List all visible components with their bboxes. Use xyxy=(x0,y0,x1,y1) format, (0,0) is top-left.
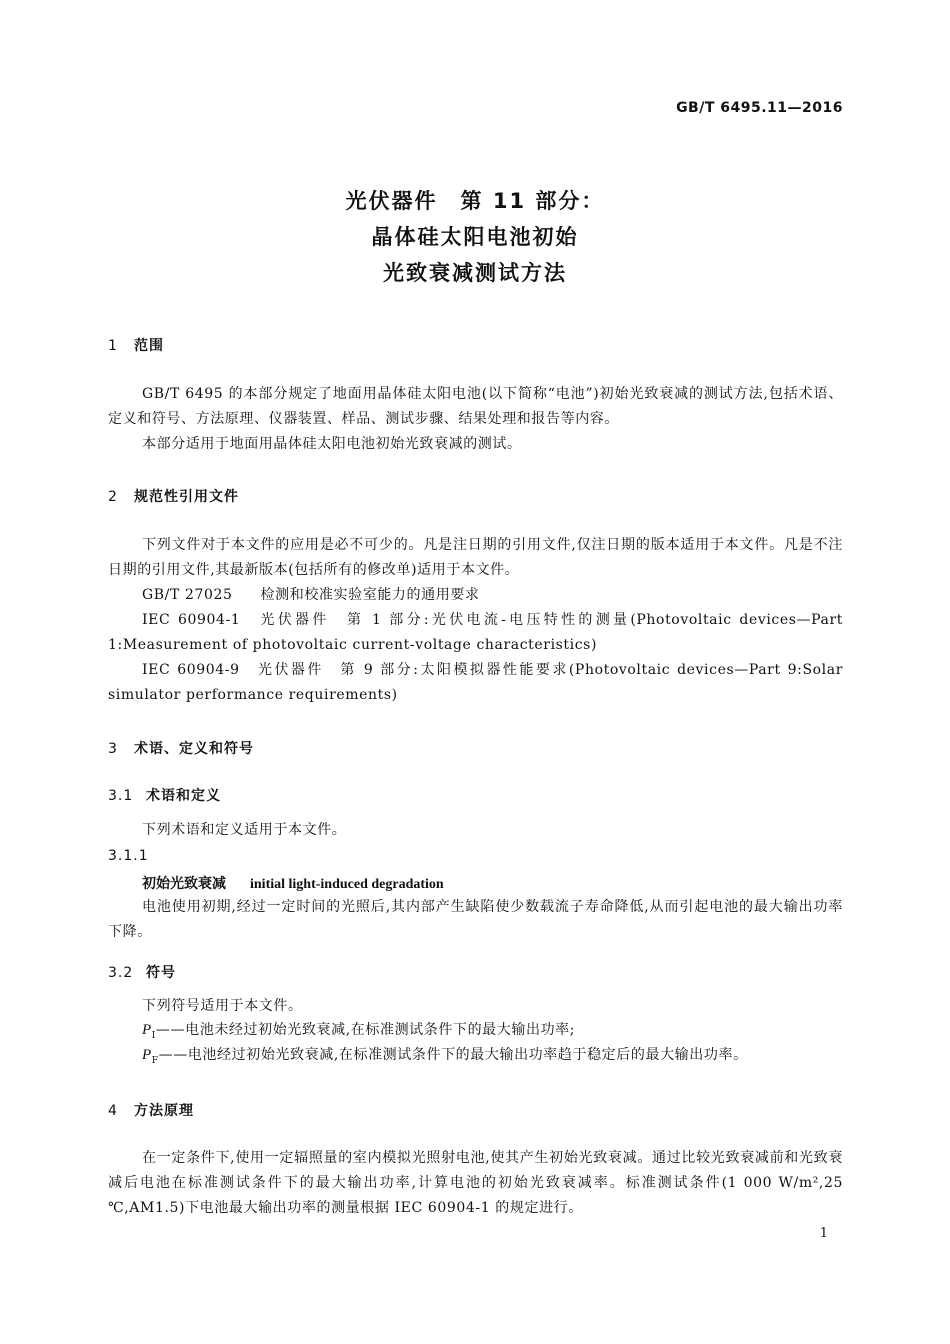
reference-code: GB/T 27025 xyxy=(142,587,233,603)
section-title: 规范性引用文件 xyxy=(134,489,239,505)
reference-title: 检测和校准实验室能力的通用要求 xyxy=(260,587,480,603)
section-4-paragraph-1: 在一定条件下,使用一定辐照量的室内模拟光照射电池,使其产生初始光致衰减。通过比较光致衰减前和光致衰减后电池在标准测试条件下的最大输出功率,计算电池的初始光致衰减率。标准测试条件(1 000 W/m²,25 ℃,AM1.5)下电池最大输出功率的测量根据 IEC 60904-1 的规定进行。 xyxy=(108,1150,843,1216)
section-number: 3 xyxy=(108,741,118,757)
subsection-title: 术语和定义 xyxy=(146,788,221,804)
section-title: 术语、定义和符号 xyxy=(134,741,254,757)
section-title: 范围 xyxy=(134,338,164,354)
reference-gbt27025 xyxy=(142,584,480,604)
document-title xyxy=(0,183,950,291)
page-number: 1 xyxy=(819,1226,828,1241)
symbol-description: ——电池经过初始光致衰减,在标准测试条件下的最大输出功率趋于稳定后的最大输出功率。 xyxy=(158,1047,748,1063)
symbol-pf xyxy=(142,1044,748,1066)
title-line-2: 晶体硅太阳电池初始 xyxy=(371,225,579,249)
term-chinese: 初始光致衰减 xyxy=(142,876,226,892)
section-2-heading xyxy=(108,486,239,506)
term-definition: 电池使用初期,经过一定时间的光照后,其内部产生缺陷使少数载流子寿命降低,从而引起电池的最大输出功率下降。 xyxy=(108,899,843,940)
section-4-heading xyxy=(108,1100,194,1120)
section-3-2-paragraph: 下列符号适用于本文件。 xyxy=(142,998,303,1014)
section-1-paragraph-1: GB/T 6495 的本部分规定了地面用晶体硅太阳电池(以下简称“电池”)初始光致衰减的测试方法,包括术语、定义和符号、方法原理、仪器装置、样品、测试步骤、结果处理和报告等内容。 xyxy=(108,386,843,427)
subsection-number: 3.1 xyxy=(108,788,134,804)
symbol-subscript: I xyxy=(151,1030,156,1041)
term-entry xyxy=(142,873,444,893)
symbol-pi xyxy=(142,1019,575,1041)
subsection-number: 3.2 xyxy=(108,965,134,981)
section-title: 方法原理 xyxy=(134,1103,194,1119)
section-1-paragraph-2: 本部分适用于地面用晶体硅太阳电池初始光致衰减的测试。 xyxy=(142,436,522,452)
section-1-heading xyxy=(108,335,164,355)
title-line-1: 光伏器件 第 11 部分： xyxy=(345,189,605,213)
standard-number: GB/T 6495.11—2016 xyxy=(676,100,843,116)
section-3-1-1-number: 3.1.1 xyxy=(108,848,149,864)
section-number: 2 xyxy=(108,489,118,505)
reference-iec60904-9: IEC 60904-9 光伏器件 第 9 部分:太阳模拟器性能要求(Photovoltaic devices—Part 9:Solar simulator performance requirements) xyxy=(108,662,843,703)
symbol-letter: P xyxy=(142,1022,152,1038)
reference-iec60904-1: IEC 60904-1 光伏器件 第 1 部分:光伏电流-电压特性的测量(Photovoltaic devices—Part 1:Measurement of photovoltaic current-voltage characteristics) xyxy=(108,612,843,653)
section-2-paragraph-1: 下列文件对于本文件的应用是必不可少的。凡是注日期的引用文件,仅注日期的版本适用于本文件。凡是不注日期的引用文件,其最新版本(包括所有的修改单)适用于本文件。 xyxy=(108,537,843,578)
term-english: initial light-induced degradation xyxy=(250,877,444,892)
section-3-heading xyxy=(108,738,254,758)
subsection-title: 符号 xyxy=(146,965,176,981)
section-number: 1 xyxy=(108,338,118,354)
section-3-2-heading xyxy=(108,962,176,982)
section-3-1-paragraph: 下列术语和定义适用于本文件。 xyxy=(142,822,347,838)
symbol-subscript: F xyxy=(151,1055,159,1066)
section-number: 4 xyxy=(108,1103,118,1119)
symbol-letter: P xyxy=(142,1047,152,1063)
symbol-description: ——电池未经过初始光致衰减,在标准测试条件下的最大输出功率; xyxy=(155,1022,576,1038)
section-3-1-heading xyxy=(108,785,221,805)
title-line-3: 光致衰减测试方法 xyxy=(383,261,567,285)
